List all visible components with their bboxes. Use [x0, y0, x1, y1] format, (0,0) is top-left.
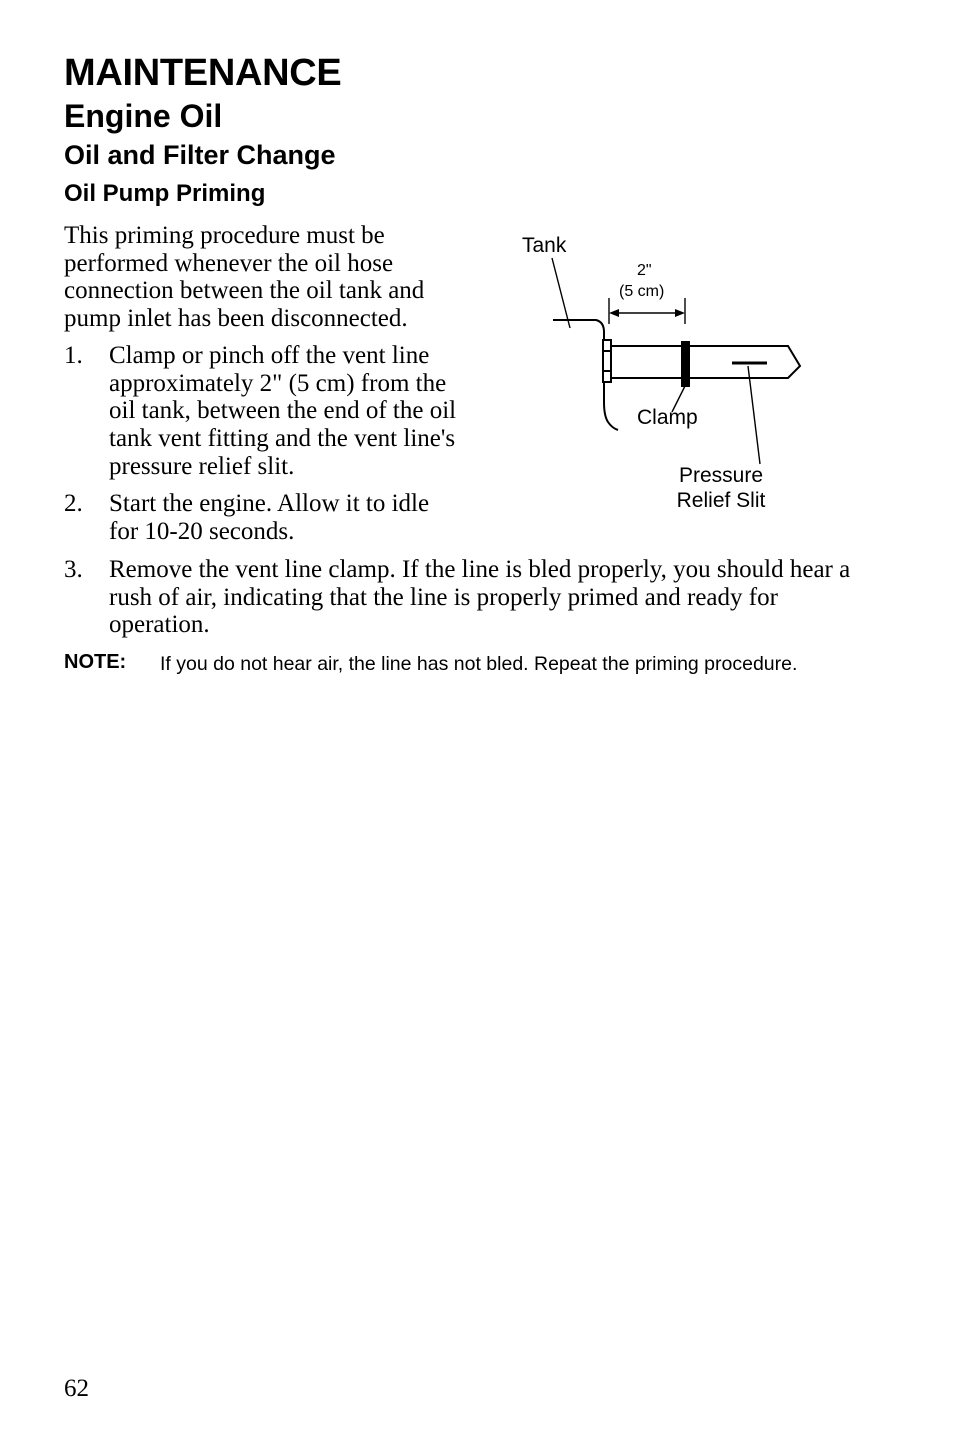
- relief-slit-label: Relief Slit: [676, 489, 766, 512]
- tank-label: Tank: [522, 234, 567, 257]
- step-number: 3.: [64, 556, 83, 583]
- step-number: 2.: [64, 490, 83, 517]
- note-text: If you do not hear air, the line has not bled. Repeat the priming procedure.: [160, 653, 798, 675]
- page-title: Engine Oil: [64, 98, 223, 134]
- step-number: 1.: [64, 342, 83, 369]
- clamp-label: Clamp: [637, 406, 698, 429]
- step-text: Remove the vent line clamp. If the line is bled properly, you should hear a rush of air, indicating that the line is properly primed and ready for operation.: [109, 556, 851, 639]
- dimension-cm-label: (5 cm): [619, 283, 665, 300]
- section-heading: MAINTENANCE: [64, 52, 342, 94]
- note-label: NOTE:: [64, 651, 127, 673]
- subtitle: Oil and Filter Change: [64, 140, 336, 170]
- vent-line-diagram: [480, 220, 840, 530]
- intro-paragraph: This priming procedure must be performed whenever the oil hose connection between the oil tank and pump inlet has been disconnected.: [64, 222, 425, 333]
- subsection-heading: Oil Pump Priming: [64, 180, 266, 207]
- step-text: Clamp or pinch off the vent line approximately 2" (5 cm) from the oil tank, between the end of the oil tank vent fitting and the vent line's pressure relief slit.: [109, 342, 457, 480]
- page-number: 62: [64, 1375, 89, 1402]
- dimension-inches-label: 2": [637, 262, 652, 279]
- pressure-label: Pressure: [678, 464, 764, 487]
- diagram-drawing: [480, 220, 840, 530]
- step-text: Start the engine. Allow it to idle for 10-20 seconds.: [109, 490, 430, 545]
